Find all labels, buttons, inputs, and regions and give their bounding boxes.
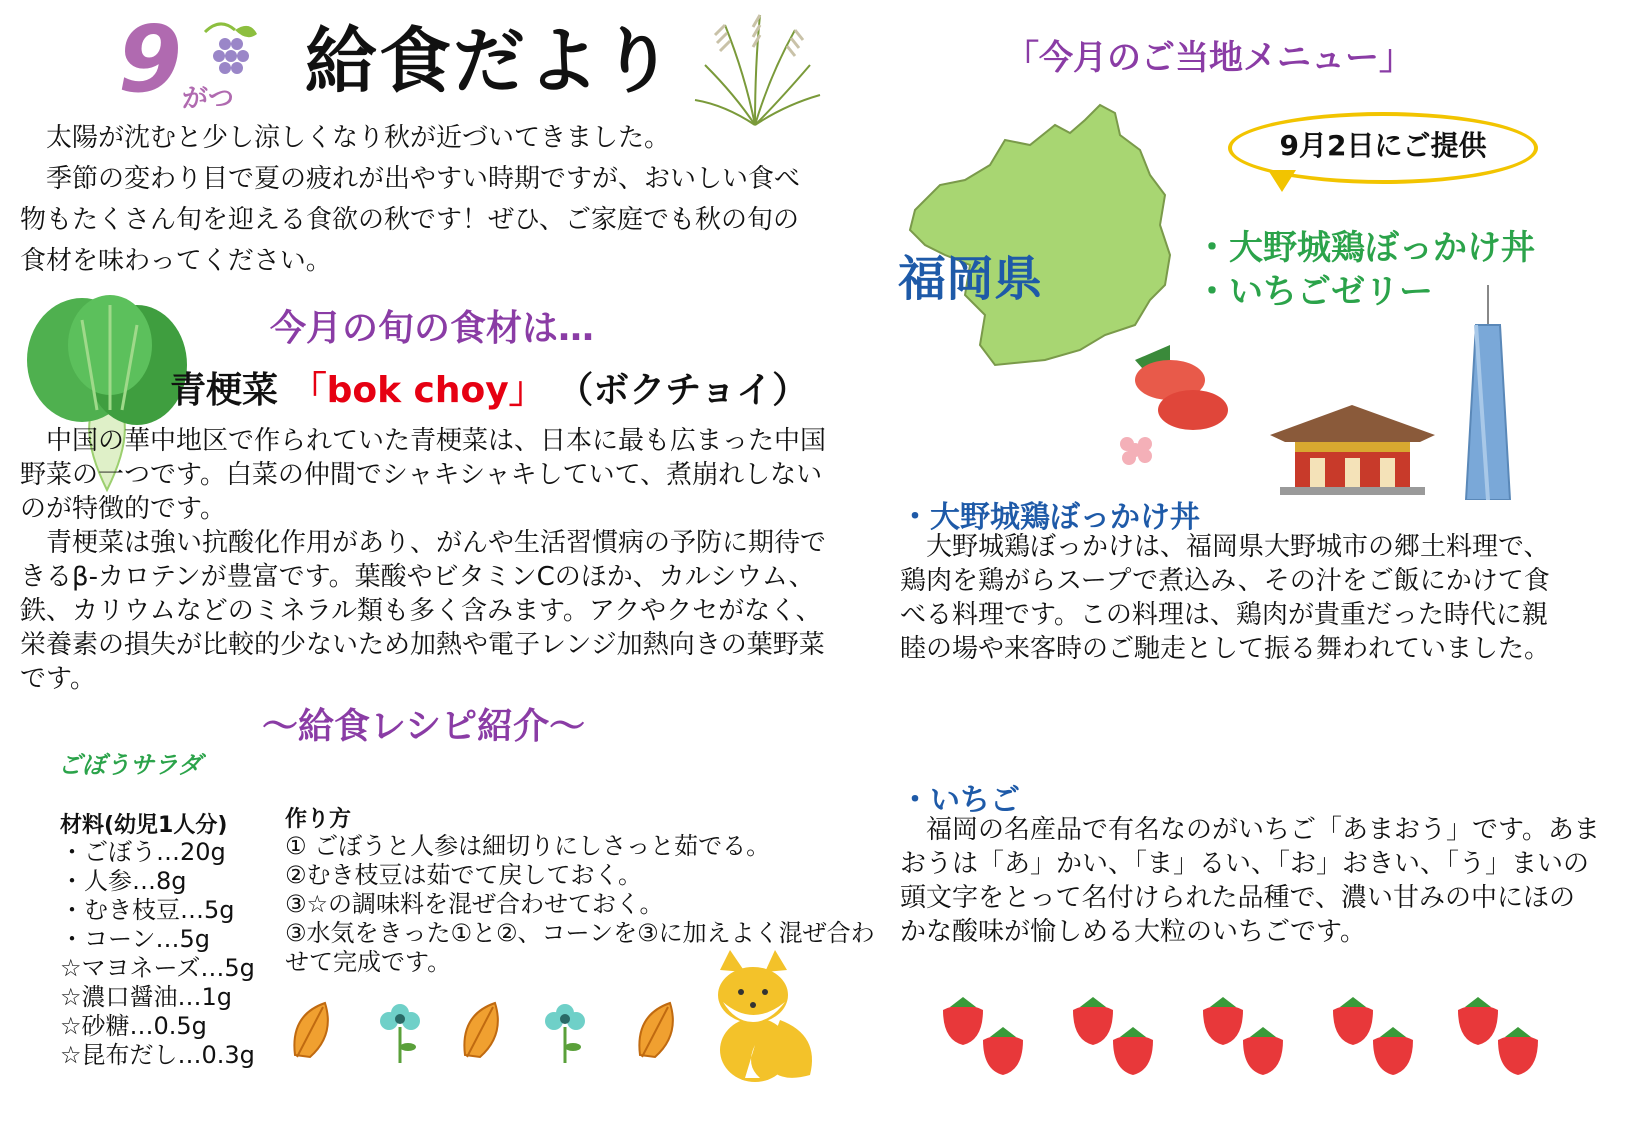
menu-item: ・いちごゼリー [1195,272,1433,312]
strawberry-icon [1113,1027,1153,1075]
seasonal-heading: 今月の旬の食材は… [270,308,595,349]
vegetable-english: 「bok choy」 [290,370,545,411]
strawberry-description: 福岡の名産品で有名なのがいちご「あまおう」です。あまおうは「あ」かい、「ま」るい、「お」おきい、「う」まいの頭文字をとって名付けられた品種で、濃い甘みの中にほのかな酸味が愉しめる大粒のいちごです。 [900,815,1600,947]
strawberry-icon [1073,997,1113,1045]
strawberry-icon [1498,1027,1538,1075]
month-unit: がつ [182,84,235,114]
ingredient-item: ・コーン…5g [60,925,211,953]
grape-icon [195,12,275,82]
steps-heading: 作り方 [285,807,352,832]
vegetable-name: 青梗菜 [170,370,279,411]
autumn-leaf-icon [294,1003,327,1057]
ingredient-item: ☆マヨネーズ…5g [60,954,255,982]
shrine-icon [1260,400,1445,500]
date-bubble-tail [1268,170,1296,192]
mentaiko-icon [1115,340,1235,470]
autumn-leaf-icon [464,1003,497,1057]
autumn-leaf-icon [639,1003,672,1057]
vegetable-katakana: （ボクチョイ） [557,370,809,411]
flower-icon [545,1004,585,1063]
menu-item: ・大野城鶏ぼっかけ丼 [1195,228,1535,268]
tower-icon [1458,285,1518,500]
strawberry-icon [1458,997,1498,1045]
ingredient-item: ☆砂糖…0.5g [60,1012,207,1040]
vegetable-description [20,424,830,696]
recipe-name: ごぼうサラダ [58,751,202,779]
ingredient-item: ☆昆布だし…0.3g [60,1041,255,1069]
strawberry-icon [943,997,983,1045]
month-number: 9 [118,6,183,113]
strawberry-icon [1333,997,1373,1045]
intro-text [20,118,820,282]
ingredient-item: ☆濃口醤油…1g [60,983,233,1011]
strawberry-row [938,985,1598,1075]
step-item: ②むき枝豆は茹でて戻しておく。 [285,861,643,889]
vegetable-name-line [170,362,808,413]
date-bubble-text: 9月2日にご提供 [1279,129,1487,162]
vegetable-para-2: 青梗菜は強い抗酸化作用があり、がんや生活習慣病の予防に期待できるβ-カロテンが豊富です。葉酸やビタミンCのほか、カルシウム、鉄、カリウムなどのミネラル類も多く含みます。アクやクセがなく、栄養素の損失が比較的少ないため加熱や電子レンジ加熱向きの葉野菜です。 [20,528,827,694]
strawberry-icon [1243,1027,1283,1075]
ingredient-item: ・むき枝豆…5g [60,896,235,924]
susuki-grass-icon [685,5,825,130]
step-item: ③☆の調味料を混ぜ合わせておく。 [285,890,664,918]
sakura-icon [1120,437,1152,465]
dish-heading: ・大野城鶏ぼっかけ丼 [900,500,1200,535]
prefecture-label: 福岡県 [898,251,1043,307]
ingredients-list [60,838,255,1070]
step-item: ① ごぼうと人参は細切りにしさっと茹でる。 [285,832,771,860]
recipe-heading: ～給食レシピ紹介～ [262,706,586,747]
intro-line-1: 太陽が沈むと少し涼しくなり秋が近づいてきました。 [46,123,671,153]
local-menu-heading: 「今月のご当地メニュー」 [1005,38,1413,78]
fukuoka-map-icon [895,95,1185,370]
vegetable-para-1: 中国の華中地区で作られていた青梗菜は、日本に最も広まった中国野菜の一つです。白菜の仲間でシャキシャキしていて、煮崩れしないのが特徴的です。 [20,426,827,524]
step-item: ③水気をきった①と②、コーンを③に加えよく混ぜ合わせて完成です。 [285,919,875,976]
strawberry-icon [983,1027,1023,1075]
flower-icon [380,1004,420,1063]
autumn-decoration-row [285,995,705,1070]
ingredients-heading: 材料(幼児1人分) [60,813,228,838]
newsletter-title: 給食だより [305,19,676,103]
strawberry-icon [1203,997,1243,1045]
intro-line-2: 季節の変わり目で夏の疲れが出やすい時期ですが、おいしい食べ物もたくさん旬を迎える食欲の秋です！ぜひ、ご家庭でも秋の旬の食材を味わってください。 [20,164,801,276]
strawberry-icon [1373,1027,1413,1075]
strawberry-heading: ・いちご [900,783,1020,818]
ingredient-item: ・人参…8g [60,867,187,895]
ingredient-item: ・ごぼう…20g [60,838,226,866]
dish-description: 大野城鶏ぼっかけは、福岡県大野城市の郷土料理で、鶏肉を鶏がらスープで煮込み、その汁をご飯にかけて食べる料理です。この料理は、鶏肉が貴重だった時代に親睦の場や来客時のご馳走として振る舞われていました。 [900,532,1551,664]
fox-icon [705,950,820,1085]
